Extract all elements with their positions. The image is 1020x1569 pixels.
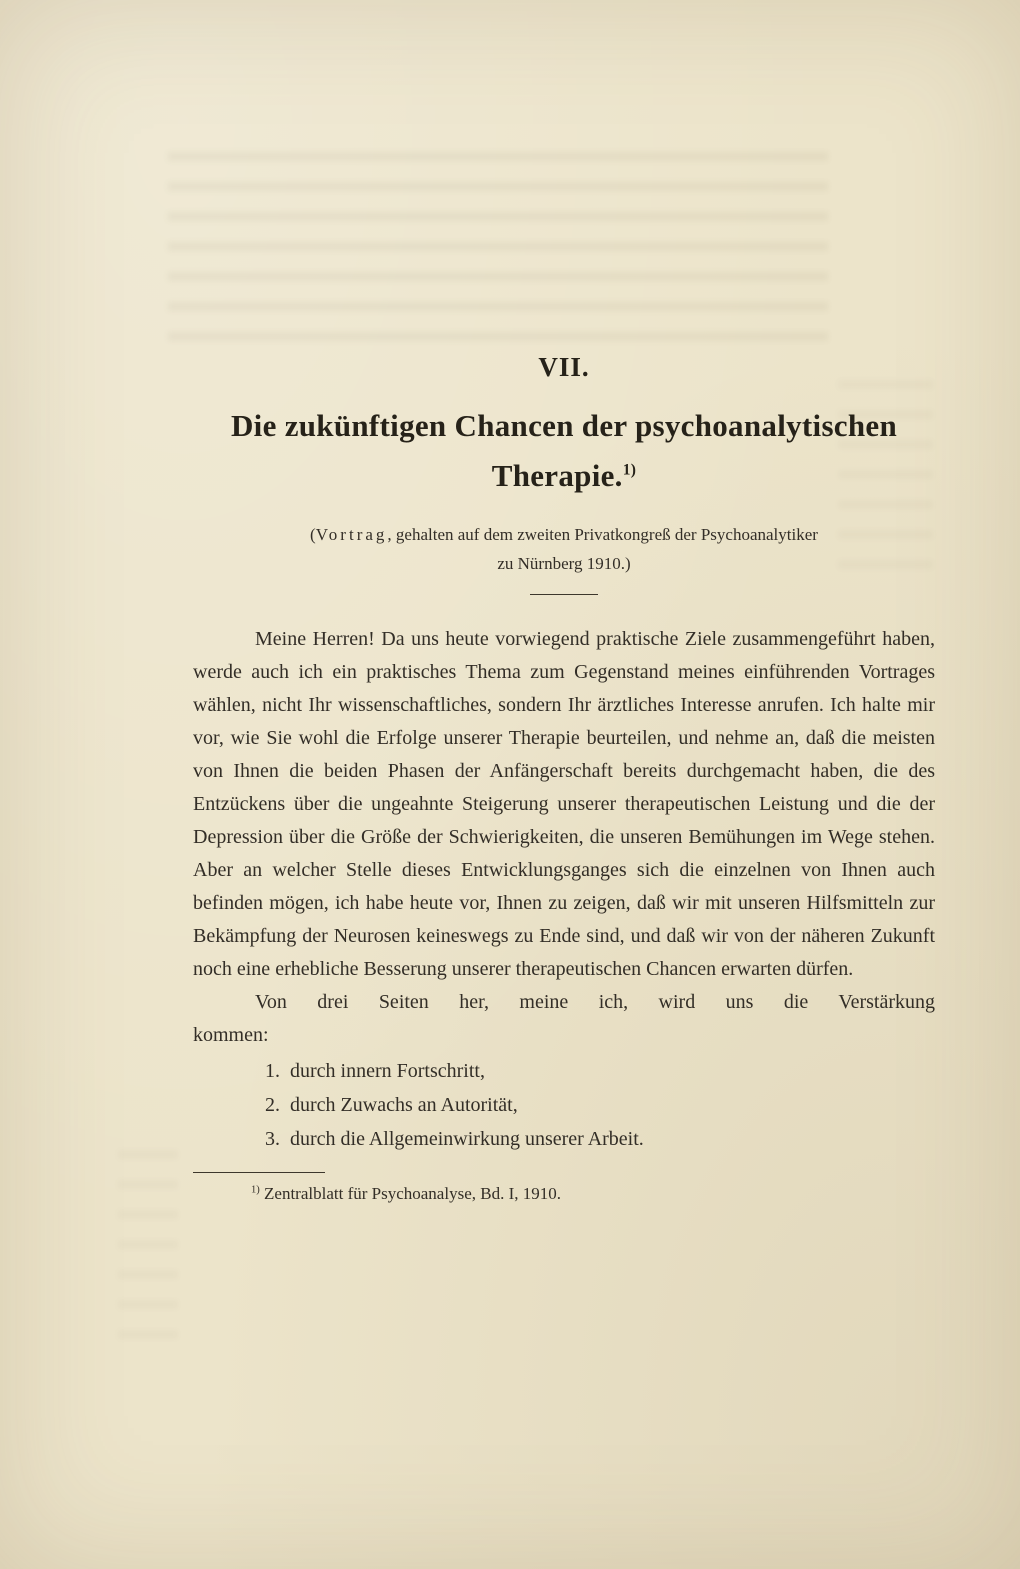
page-showthrough-top	[168, 152, 828, 342]
list-item-3-number: 3.	[265, 1128, 280, 1151]
subtitle-spaced-word: Vortrag	[315, 525, 388, 545]
numbered-list	[193, 1054, 935, 1156]
footnote-text: Zentralblatt für Psychoanalyse, Bd. I, 1910.	[264, 1184, 561, 1204]
chapter-title-line2: Therapie.	[491, 457, 623, 493]
body-paragraph-2	[193, 986, 935, 1052]
body-paragraph-1: Meine Herren! Da uns heute vorwiegend praktische Ziele zusammengeführt haben, werde auch ich ein praktisches Thema zum Gegenstand meines einführenden Vortrages wählen, nicht Ihr wissenschaftliches, sondern Ihr ärztliches Interesse anrufen. Ich halte mir vor, wie Sie wohl die Erfolge unserer Therapie beurteilen, und nehme an, daß die meisten von Ihnen die beiden Phasen der Anfängerschaft bereits durchgemacht haben, die des Entzückens über die ungeahnte Steigerung unserer therapeutischen Leistung und die der Depression über die Größe der Schwierigkeiten, die unseren Bemühungen im Wege stehen. Aber an welcher Stelle dieses Entwicklungsganges sich die einzelnen von Ihnen auch befinden mögen, ich habe heute vor, Ihnen zu zeigen, daß wir mit unseren Hilfsmitteln zur Bekämpfung der Neurosen keineswegs zu Ende sind, und daß wir von der näheren Zukunft noch eine erhebliche Besserung unserer therapeutischen Chancen erwarten dürfen.	[193, 628, 935, 981]
list-item-3	[265, 1122, 935, 1156]
page-content	[193, 352, 935, 1207]
chapter-number: VII.	[538, 352, 590, 382]
chapter-title	[193, 401, 935, 500]
list-item-2-text: durch Zuwachs an Autorität,	[290, 1094, 518, 1117]
footnote	[193, 1181, 935, 1207]
list-item-2-number: 2.	[265, 1094, 280, 1117]
title-footnote-marker: 1)	[622, 461, 637, 479]
chapter-title-line1: Die zukünftigen Chancen der psychoanalytischen	[230, 408, 898, 443]
body-paragraph-2-line2: kommen:	[193, 1024, 269, 1047]
subtitle-line1-rest: , gehalten auf dem zweiten Privatkongreß der Psychoanalytiker	[387, 525, 818, 545]
list-item-2	[265, 1088, 935, 1122]
subtitle-open-paren: (	[310, 525, 316, 545]
list-item-3-text: durch die Allgemeinwirkung unserer Arbeit.	[290, 1128, 644, 1151]
list-item-1-text: durch innern Fortschritt,	[290, 1060, 485, 1083]
footnote-marker: 1)	[251, 1184, 260, 1196]
list-item-1	[265, 1054, 935, 1088]
body-paragraph-2-line1: Von drei Seiten her, meine ich, wird uns die Verstärkung	[255, 991, 935, 1014]
subtitle-line2: zu Nürnberg 1910.)	[497, 554, 631, 574]
list-item-1-number: 1.	[265, 1060, 280, 1083]
page-showthrough-bottom	[118, 1150, 178, 1340]
footnote-area	[193, 1172, 935, 1207]
section-divider	[530, 594, 598, 595]
subtitle	[193, 520, 935, 578]
footnote-divider	[193, 1172, 325, 1173]
